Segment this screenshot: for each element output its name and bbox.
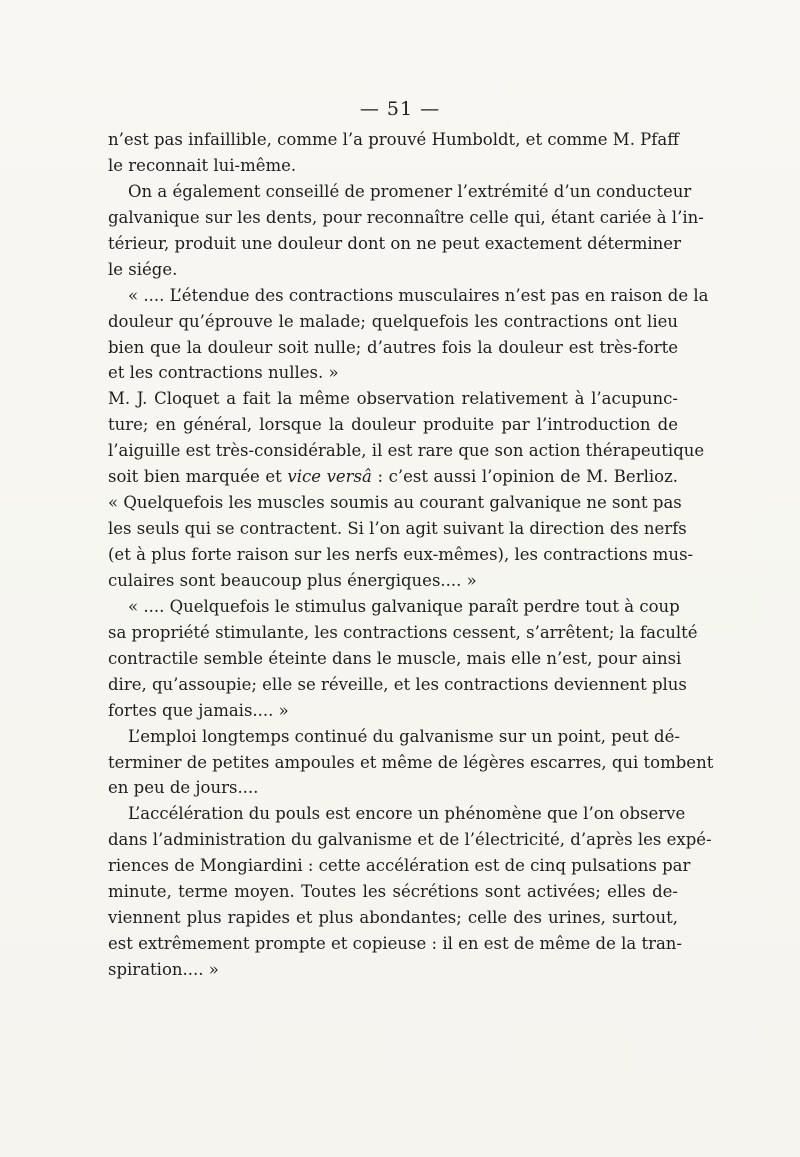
text-line: sa propriété stimulante, les contractions cessent, s’arrêtent; la faculté bbox=[108, 622, 698, 642]
text-line-with-italic bbox=[108, 464, 678, 490]
text-line: « Quelquefois les muscles soumis au courant galvanique ne sont pas bbox=[108, 493, 682, 513]
text-line: terminer de petites ampoules et même de légères escarres, qui tombent bbox=[108, 752, 714, 772]
body-text bbox=[108, 127, 714, 983]
text-line: L’emploi longtemps continué du galvanisme sur un point, peut dé- bbox=[128, 726, 680, 746]
text-line: contractile semble éteinte dans le muscle, mais elle n’est, pour ainsi bbox=[108, 648, 682, 668]
text-segment: soit bien marquée et bbox=[108, 467, 282, 487]
text-line: l’aiguille est très-considérable, il est rare que son action thérapeutique bbox=[108, 441, 705, 461]
text-line: bien que la douleur soit nulle; d’autres fois la douleur est très-forte bbox=[108, 337, 678, 357]
text-line: galvanique sur les dents, pour reconnaître celle qui, étant cariée à l’in- bbox=[108, 207, 704, 227]
text-segment: : c’est aussi l’opinion de M. Berlioz. bbox=[377, 467, 679, 487]
text-line: (et à plus forte raison sur les nerfs eux-mêmes), les contractions mus- bbox=[108, 545, 694, 564]
text-line: douleur qu’éprouve le malade; quelquefois les contractions ont lieu bbox=[108, 311, 678, 331]
text-line: riences de Mongiardini : cette accélération est de cinq pulsations par bbox=[108, 856, 691, 876]
text-line: térieur, produit une douleur dont on ne peut exactement déterminer bbox=[108, 233, 681, 253]
text-line: n’est pas infaillible, comme l’a prouvé Humboldt, et comme M. Pfaff bbox=[108, 130, 679, 149]
text-line: ture; en général, lorsque la douleur produite par l’introduction de bbox=[108, 415, 678, 435]
text-line: minute, terme moyen. Toutes les sécrétions sont activées; elles de- bbox=[108, 882, 678, 902]
text-line: « .... Quelquefois le stimulus galvanique paraît perdre tout à coup bbox=[128, 596, 680, 616]
text-line: les seuls qui se contractent. Si l’on agit suivant la direction des nerfs bbox=[108, 519, 687, 539]
text-line: culaires sont beaucoup plus énergiques.... » bbox=[108, 570, 477, 590]
text-line: « .... L’étendue des contractions musculaires n’est pas en raison de la bbox=[128, 285, 709, 305]
page-number: — 51 — bbox=[359, 98, 441, 120]
text-line: et les contractions nulles. » bbox=[108, 363, 339, 383]
text-line: L’accélération du pouls est encore un phénomène que l’on observe bbox=[128, 804, 686, 824]
text-line: est extrêmement prompte et copieuse : il en est de même de la tran- bbox=[108, 934, 683, 954]
text-line: spiration.... » bbox=[108, 960, 219, 979]
text-line: fortes que jamais.... » bbox=[108, 700, 289, 720]
italic-phrase: vice versâ bbox=[287, 467, 372, 487]
text-line: dans l’administration du galvanisme et de l’électricité, d’après les expé- bbox=[108, 830, 712, 850]
text-line: le siége. bbox=[108, 259, 178, 279]
text-line: viennent plus rapides et plus abondantes; celle des urines, surtout, bbox=[108, 908, 678, 928]
text-line: On a également conseillé de promener l’extrémité d’un conducteur bbox=[128, 181, 692, 201]
text-line: le reconnait lui-même. bbox=[108, 155, 297, 175]
text-line: en peu de jours.... bbox=[108, 778, 259, 798]
text-line: M. J. Cloquet a fait la même observation relativement à l’acupunc- bbox=[108, 389, 678, 409]
text-line: dire, qu’assoupie; elle se réveille, et les contractions deviennent plus bbox=[108, 674, 687, 694]
